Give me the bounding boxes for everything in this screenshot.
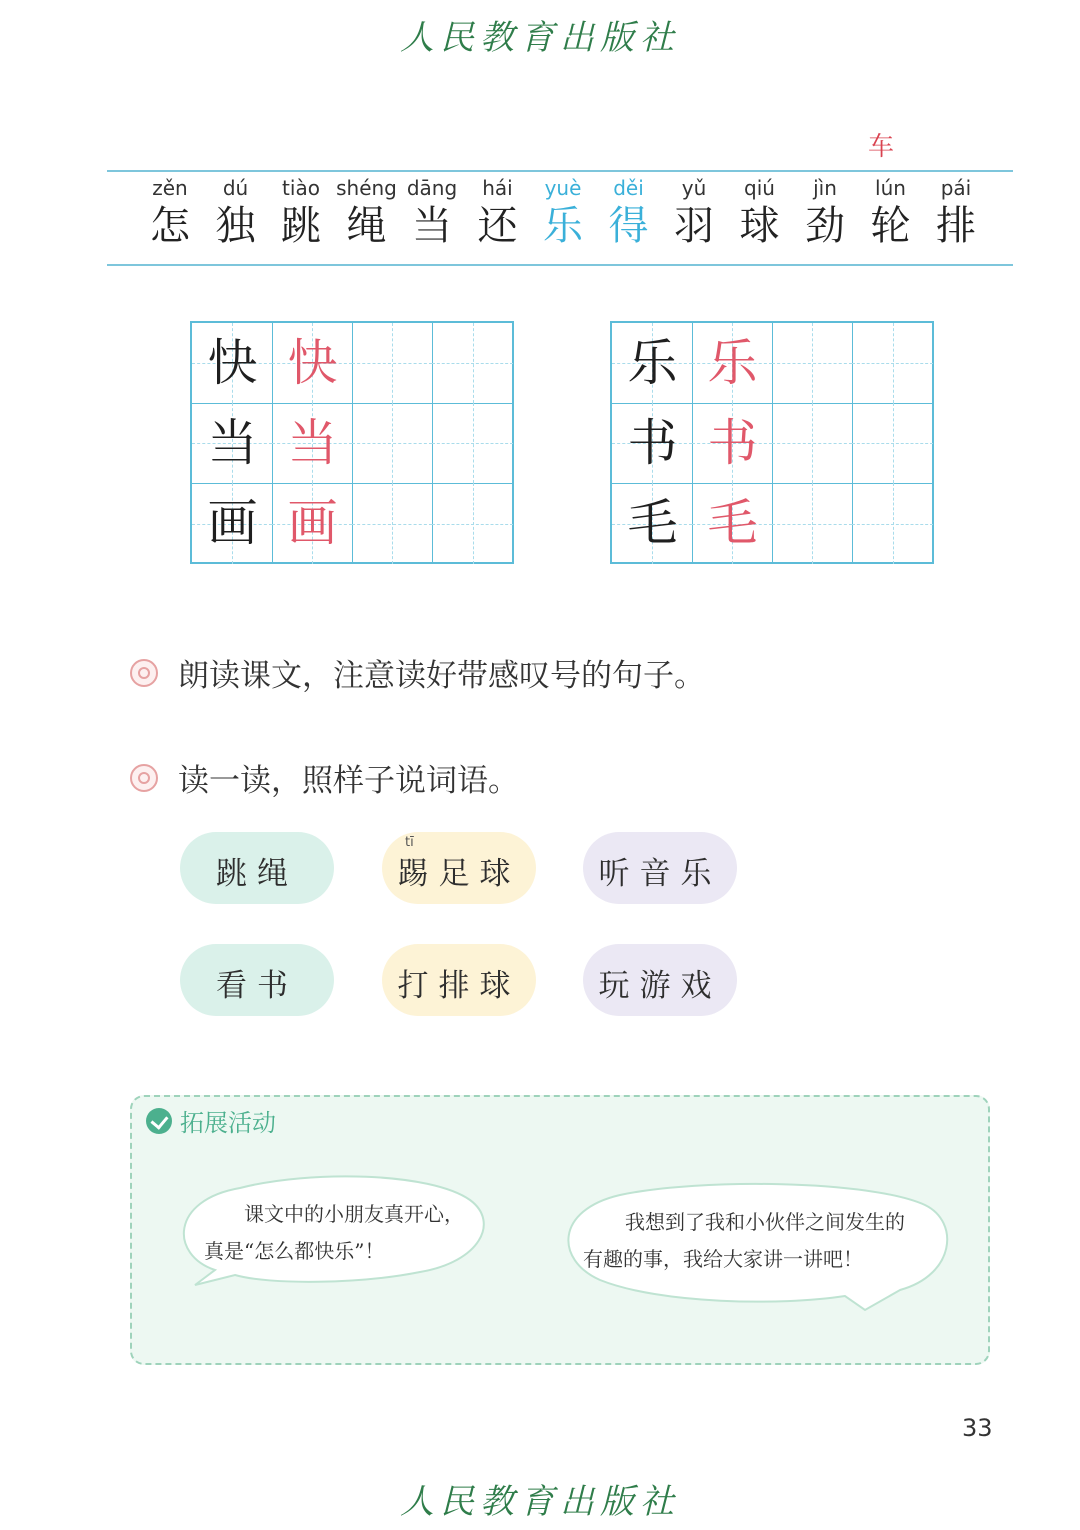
character-hanzi: 羽 xyxy=(674,203,714,249)
character-hanzi: 绳 xyxy=(346,203,387,249)
character-hanzi: 跳 xyxy=(281,203,321,249)
model-character: 画 xyxy=(207,494,258,552)
grid-cell xyxy=(612,483,693,564)
word-pill: 打排球 xyxy=(382,944,536,1016)
character-pinyin: shéng xyxy=(336,176,397,200)
grid-cell xyxy=(612,403,693,484)
model-character: 毛 xyxy=(627,494,678,552)
trace-character: 乐 xyxy=(707,334,758,392)
character-pinyin: hái xyxy=(482,176,513,200)
grid-cell xyxy=(692,403,773,484)
publisher-footer: 人民教育出版社 xyxy=(400,1482,680,1522)
trace-character: 书 xyxy=(707,414,758,472)
character-pinyin: yǔ xyxy=(681,176,707,200)
bubble-left-line: 真是“怎么都快乐”！ xyxy=(204,1239,385,1263)
model-character: 快 xyxy=(207,334,258,392)
character-hanzi: 乐 xyxy=(543,203,583,249)
word-pill: 踢足球 xyxy=(382,832,536,904)
character-pinyin: zěn xyxy=(152,176,188,200)
grid-cell xyxy=(692,323,773,404)
model-character: 书 xyxy=(627,414,678,472)
bubble-right-line: 我想到了我和小伙伴之间发生的 xyxy=(625,1210,905,1234)
instruction-text: 朗读课文，注意读好带感叹号的句子。 xyxy=(178,658,705,694)
bubble-right-text xyxy=(583,1204,905,1278)
bubble-left-text xyxy=(204,1196,464,1270)
model-character: 乐 xyxy=(627,334,678,392)
character-pinyin: dú xyxy=(222,176,249,200)
trace-character: 快 xyxy=(287,334,338,392)
word-pill: 听音乐 xyxy=(583,832,737,904)
character-pinyin: tiào xyxy=(282,176,320,200)
trace-character: 画 xyxy=(287,494,338,552)
instruction-text: 读一读，照样子说词语。 xyxy=(178,763,519,799)
word-pill: 玩游戏 xyxy=(583,944,737,1016)
grid-cell xyxy=(612,323,693,404)
model-character: 当 xyxy=(207,414,258,472)
word-pill: 跳绳 xyxy=(180,832,334,904)
character-hanzi: 怎 xyxy=(150,203,190,249)
page-number: 33 xyxy=(962,1414,993,1442)
character-hanzi: 球 xyxy=(739,203,780,249)
grid-cell xyxy=(272,483,353,564)
bubble-left-line: 课文中的小朋友真开心， xyxy=(244,1202,464,1226)
character-pinyin: jìn xyxy=(813,176,837,200)
pinyin-note: tī xyxy=(405,835,414,850)
character-hanzi: 劲 xyxy=(805,203,845,249)
grid-cell xyxy=(272,403,353,484)
stroke-hint-char: 车 xyxy=(868,132,895,162)
character-hanzi: 还 xyxy=(477,203,518,249)
trace-character: 当 xyxy=(287,414,338,472)
character-hanzi: 轮 xyxy=(870,203,911,249)
extension-title-text: 拓展活动 xyxy=(180,1109,276,1137)
character-pinyin: qiú xyxy=(744,176,775,200)
character-pinyin: yuè xyxy=(544,176,582,200)
grid-cell xyxy=(692,483,773,564)
grid-cell xyxy=(192,403,273,484)
character-pinyin: dāng xyxy=(406,176,458,200)
character-pinyin: lún xyxy=(875,176,906,200)
character-pinyin: děi xyxy=(613,176,644,200)
trace-character: 毛 xyxy=(707,494,758,552)
character-pinyin: pái xyxy=(940,176,972,200)
grid-cell xyxy=(192,483,273,564)
grid-cell xyxy=(192,323,273,404)
character-hanzi: 当 xyxy=(412,203,452,249)
word-pill: 看书 xyxy=(180,944,334,1016)
character-hanzi: 得 xyxy=(608,203,649,249)
character-hanzi: 排 xyxy=(936,203,976,249)
bubble-right-line: 有趣的事，我给大家讲一讲吧！ xyxy=(583,1247,863,1271)
character-hanzi: 独 xyxy=(215,203,256,249)
publisher-header: 人民教育出版社 xyxy=(400,18,680,58)
grid-cell xyxy=(272,323,353,404)
